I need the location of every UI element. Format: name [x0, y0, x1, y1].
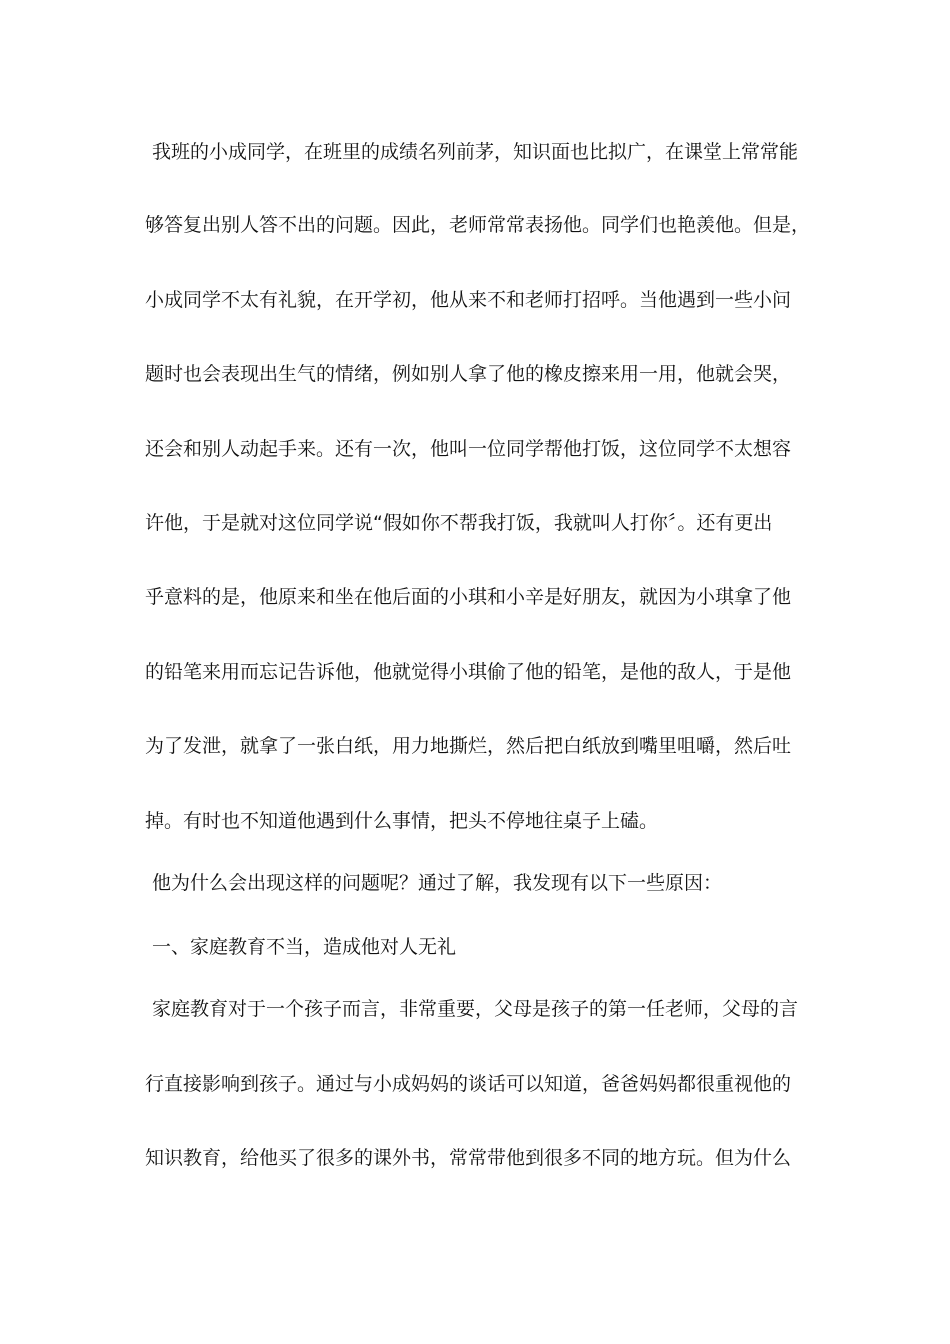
paragraph3-line-3: 知识教育，给他买了很多的课外书，常常带他到很多不同的地方玩。但为什么	[145, 1147, 792, 1169]
paragraph1-line-4: 题时也会表现出生气的情绪，例如别人拿了他的橡皮擦来用一用，他就会哭，	[145, 363, 792, 385]
paragraph1-line-5: 还会和别人动起手来。还有一次，他叫一位同学帮他打饭，这位同学不太想容	[145, 438, 792, 460]
paragraph1-line-10: 掉。有时也不知道他遇到什么事情，把头不停地往桌子上磕。	[145, 810, 659, 832]
paragraph1-line-8: 的铅笔来用而忘记告诉他，他就觉得小琪偷了他的铅笔，是他的敌人，于是他	[145, 661, 792, 683]
paragraph1-line-6: 许他，于是就对这位同学说“假如你不帮我打饭，我就叫人打你〞。还有更出	[145, 512, 773, 534]
paragraph1-line-2: 够答复出别人答不出的问题。因此，老师常常表扬他。同学们也艳羡他。但是，	[145, 214, 811, 236]
paragraph1-line-9: 为了发泄，就拿了一张白纸，用力地撕烂，然后把白纸放到嘴里咀嚼，然后吐	[145, 735, 792, 757]
section-heading-1: 一、家庭教育不当，造成他对人无礼	[152, 936, 457, 958]
paragraph3-line-2: 行直接影响到孩子。通过与小成妈妈的谈话可以知道，爸爸妈妈都很重视他的	[145, 1073, 792, 1095]
paragraph1-line-1: 我班的小成同学，在班里的成绩名列前茅，知识面也比拟广，在课堂上常常能	[152, 141, 799, 163]
paragraph1-line-7: 乎意料的是，他原来和坐在他后面的小琪和小辛是好朋友，就因为小琪拿了他	[145, 586, 792, 608]
paragraph3-line-1: 家庭教育对于一个孩子而言，非常重要，父母是孩子的第一任老师，父母的言	[152, 998, 799, 1020]
paragraph2: 他为什么会出现这样的问题呢？通过了解，我发现有以下一些原因：	[152, 872, 723, 894]
paragraph1-line-3: 小成同学不太有礼貌，在开学初，他从来不和老师打招呼。当他遇到一些小问	[145, 289, 792, 311]
